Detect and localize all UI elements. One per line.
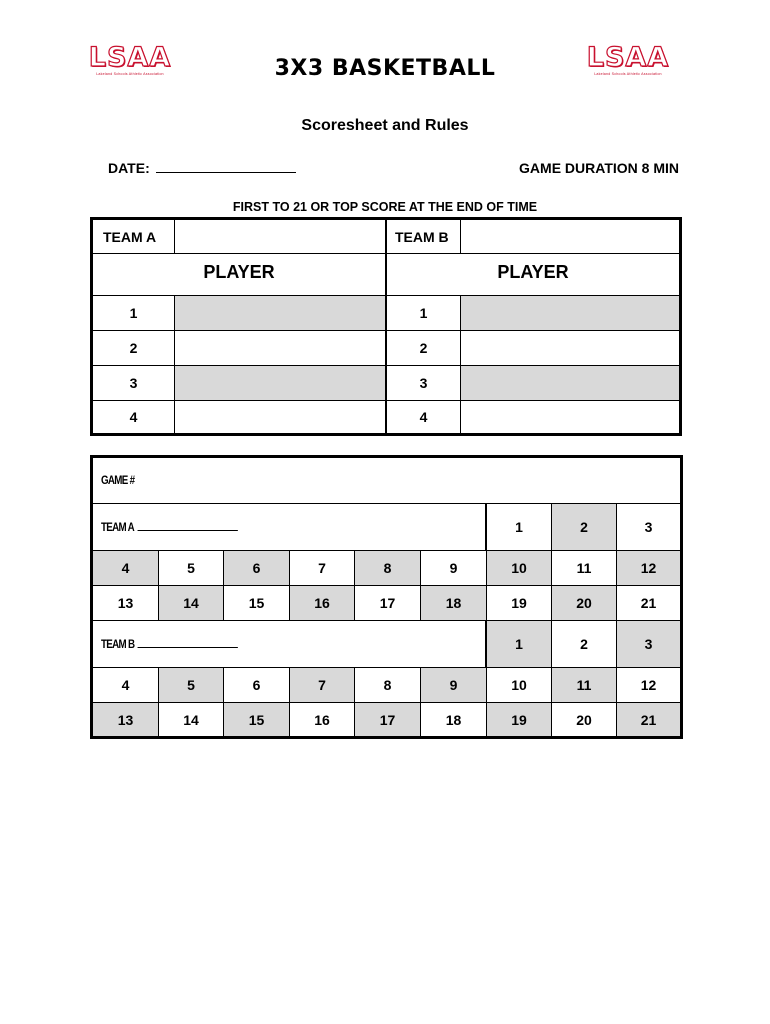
team-a-score-label: TEAM A: [101, 521, 238, 534]
team-a-score-box[interactable]: 8: [354, 550, 421, 586]
team-a-score-box[interactable]: 17: [354, 585, 421, 621]
team-a-score-box[interactable]: 7: [289, 550, 355, 586]
team-b-score-box[interactable]: 15: [223, 702, 290, 737]
team-a-player-number: 3: [92, 365, 175, 401]
team-b-score-box[interactable]: 13: [92, 702, 159, 737]
team-b-score-box[interactable]: 20: [551, 702, 617, 737]
team-b-score-box[interactable]: 4: [92, 667, 159, 703]
team-a-player-number: 4: [92, 400, 175, 434]
team-a-player-name-field[interactable]: [174, 330, 386, 366]
team-b-score-box[interactable]: 18: [420, 702, 487, 737]
team-a-score-box[interactable]: 12: [616, 550, 681, 586]
game-rule: FIRST TO 21 OR TOP SCORE AT THE END OF TIME: [232, 200, 538, 214]
team-b-score-box[interactable]: 2: [551, 620, 617, 668]
team-a-score-box[interactable]: 2: [551, 503, 617, 551]
team-a-player-number: 2: [92, 330, 175, 366]
team-b-player-header: PLAYER: [386, 253, 680, 296]
logo-subtext: Lakeland Schools Athletic Association: [594, 72, 662, 76]
date-field[interactable]: [108, 160, 296, 176]
team-b-score-box[interactable]: 5: [158, 667, 224, 703]
team-b-player-number: 1: [386, 295, 461, 331]
team-a-score-box[interactable]: 16: [289, 585, 355, 621]
date-label: DATE:: [108, 160, 150, 176]
team-a-score-name-field[interactable]: [92, 503, 486, 551]
team-b-player-name-field[interactable]: [460, 330, 680, 366]
team-b-score-box[interactable]: 19: [486, 702, 552, 737]
team-b-score-box[interactable]: 8: [354, 667, 421, 703]
team-b-label: TEAM B: [386, 219, 461, 254]
team-a-label: TEAM A: [92, 219, 175, 254]
team-a-score-box[interactable]: 11: [551, 550, 617, 586]
team-b-player-number: 2: [386, 330, 461, 366]
team-b-player-name-field[interactable]: [460, 295, 680, 331]
team-a-player-name-field[interactable]: [174, 400, 386, 434]
team-a-player-header: PLAYER: [92, 253, 386, 296]
team-b-score-box[interactable]: 6: [223, 667, 290, 703]
team-a-score-box[interactable]: 3: [616, 503, 681, 551]
team-a-score-box[interactable]: 9: [420, 550, 487, 586]
team-a-player-number: 1: [92, 295, 175, 331]
team-b-score-label: TEAM B: [101, 638, 238, 651]
game-number-label: GAME #: [101, 474, 135, 487]
team-a-score-box[interactable]: 6: [223, 550, 290, 586]
team-b-player-number: 3: [386, 365, 461, 401]
logo-subtext: Lakeland Schools Athletic Association: [96, 72, 164, 76]
team-b-score-box[interactable]: 16: [289, 702, 355, 737]
team-b-score-box[interactable]: 10: [486, 667, 552, 703]
logo-mark: LSAA: [586, 42, 670, 73]
team-a-score-box[interactable]: 21: [616, 585, 681, 621]
team-b-player-number: 4: [386, 400, 461, 434]
page-title: 3X3 BASKETBALL: [274, 56, 496, 81]
game-number-field[interactable]: [92, 457, 681, 504]
team-b-score-box[interactable]: 17: [354, 702, 421, 737]
team-a-score-box[interactable]: 14: [158, 585, 224, 621]
team-b-score-box[interactable]: 21: [616, 702, 681, 737]
team-b-score-box[interactable]: 14: [158, 702, 224, 737]
team-a-score-box[interactable]: 19: [486, 585, 552, 621]
team-a-player-name-field[interactable]: [174, 365, 386, 401]
team-a-score-box[interactable]: 5: [158, 550, 224, 586]
team-a-name-field[interactable]: [174, 219, 386, 254]
team-a-score-box[interactable]: 18: [420, 585, 487, 621]
team-b-player-name-field[interactable]: [460, 400, 680, 434]
team-a-score-box[interactable]: 15: [223, 585, 290, 621]
team-b-score-name-field[interactable]: [92, 620, 486, 668]
team-b-score-box[interactable]: 9: [420, 667, 487, 703]
team-a-score-box[interactable]: 10: [486, 550, 552, 586]
team-a-score-box[interactable]: 4: [92, 550, 159, 586]
logo-mark: LSAA: [88, 42, 172, 73]
team-a-score-box[interactable]: 13: [92, 585, 159, 621]
team-b-score-box[interactable]: 1: [486, 620, 552, 668]
game-duration: GAME DURATION 8 MIN: [519, 160, 679, 176]
team-b-score-box[interactable]: 7: [289, 667, 355, 703]
team-b-player-name-field[interactable]: [460, 365, 680, 401]
team-a-score-box[interactable]: 20: [551, 585, 617, 621]
team-a-player-name-field[interactable]: [174, 295, 386, 331]
team-b-score-box[interactable]: 12: [616, 667, 681, 703]
page-subtitle: Scoresheet and Rules: [301, 117, 469, 134]
date-blank[interactable]: [156, 160, 296, 173]
team-b-score-box[interactable]: 3: [616, 620, 681, 668]
team-b-name-field[interactable]: [460, 219, 680, 254]
team-b-score-box[interactable]: 11: [551, 667, 617, 703]
team-a-score-box[interactable]: 1: [486, 503, 552, 551]
